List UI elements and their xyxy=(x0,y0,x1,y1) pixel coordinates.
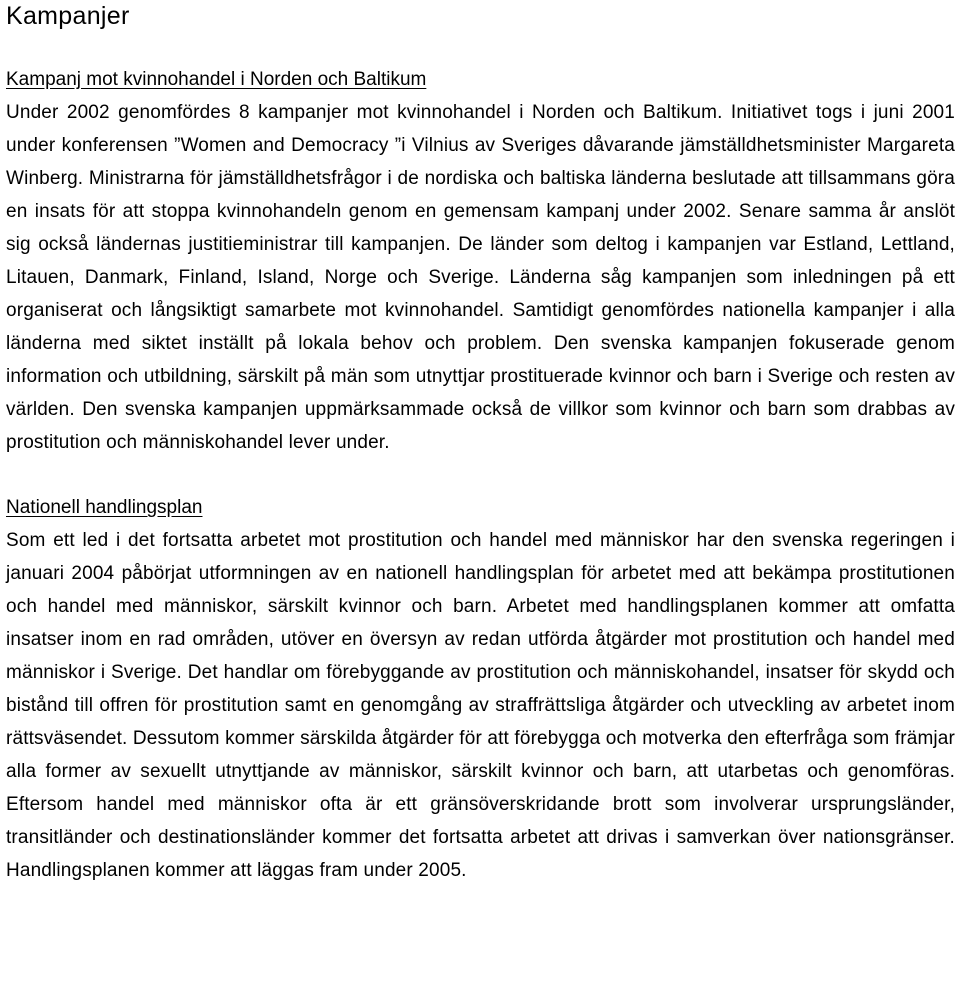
page-title: Kampanjer xyxy=(6,2,130,30)
section-body-campaign: Under 2002 genomfördes 8 kampanjer mot kvinnohandel i Norden och Baltikum. Initiativet togs i juni 2001 under konferensen ”Women and Democracy ”i Vilnius av Sveriges dåvarande jämställdhetsminister Margareta Winberg. Ministrarna för jämställdhetsfrågor i de nordiska och baltiska länderna beslutade att tillsammans göra en insats för att stoppa kvinnohandeln genom en gemensam kampanj under 2002. Senare samma år anslöt sig också ländernas justitieministrar till kampanjen. De länder som deltog i kampanjen var Estland, Lettland, Litauen, Danmark, Finland, Island, Norge och Sverige. Länderna såg kampanjen som inledningen på ett organiserat och långsiktigt samarbete mot kvinnohandel. Samtidigt genomfördes nationella kampanjer i alla länderna med siktet inställt på lokala behov och problem. Den svenska kampanjen fokuserade genom information och utbildning, särskilt på män som utnyttjar prostituerade kvinnor och barn i Sverige och resten av världen. Den svenska kampanjen uppmärksammade också de villkor som kvinnor och barn som drabbas av prostitution och människohandel lever under. xyxy=(6,102,955,453)
section-action-plan xyxy=(6,491,955,887)
section-campaign xyxy=(6,63,955,459)
section-heading-action-plan: Nationell handlingsplan xyxy=(6,497,203,518)
section-body-action-plan: Som ett led i det fortsatta arbetet mot prostitution och handel med människor har den svenska regeringen i januari 2004 påbörjat utformningen av en nationell handlingsplan för arbetet med att bekämpa prostitutionen och handel med människor, särskilt kvinnor och barn. Arbetet med handlingsplanen kommer att omfatta insatser inom en rad områden, utöver en översyn av redan utförda åtgärder mot prostitution och handel med människor i Sverige. Det handlar om förebyggande av prostitution och människohandel, insatser för skydd och bistånd till offren för prostitution samt en genomgång av straffrättsliga åtgärder och utveckling av arbetet inom rättsväsendet. Dessutom kommer särskilda åtgärder för att förebygga och motverka den efterfråga som främjar alla former av sexuellt utnyttjande av människor, särskilt kvinnor och barn, att utarbetas och genomföras. Eftersom handel med människor ofta är ett gränsöverskridande brott som involverar ursprungsländer, transitländer och destinationsländer kommer det fortsatta arbetet att drivas i samverkan över nationsgränser. Handlingsplanen kommer att läggas fram under 2005. xyxy=(6,530,955,881)
section-heading-campaign: Kampanj mot kvinnohandel i Norden och Baltikum xyxy=(6,69,427,90)
